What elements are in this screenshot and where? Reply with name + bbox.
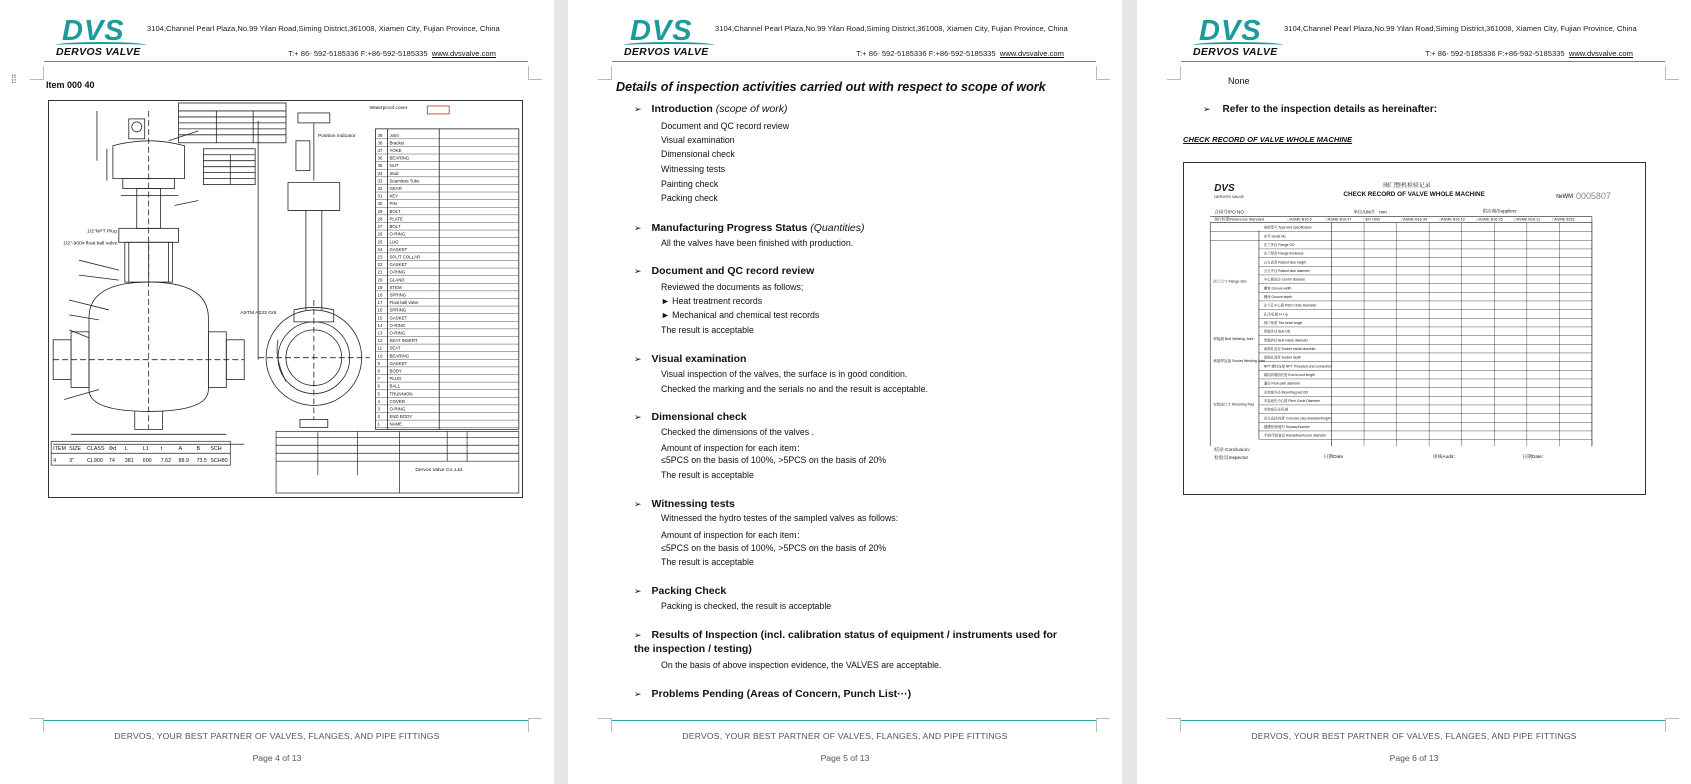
footer-rule xyxy=(1181,720,1665,721)
form-row-label: 法兰孔中心圆 Pitch Circle Diameter xyxy=(1263,303,1317,308)
dim-table-cell: 7.62 xyxy=(160,458,172,465)
header-rule xyxy=(44,61,528,62)
bullet-arrow-icon: ➢ xyxy=(1203,104,1211,114)
header-website[interactable]: www.dvsvalve.com xyxy=(999,49,1064,58)
dim-table-header: SIZE xyxy=(69,446,82,453)
part-name: SPLIT COLLAR xyxy=(389,254,421,260)
part-name: END BODY xyxy=(389,414,413,420)
header-website[interactable]: www.dvsvalve.com xyxy=(1568,49,1633,58)
header-address: 3104,Channel Pearl Plaza,No.99 Yilan Road,Siming District,361008, Xiamen City, Fujian Province, China xyxy=(715,24,1068,33)
part-number: 33 xyxy=(377,178,383,184)
part-number: 3 xyxy=(377,406,380,412)
part-name: GASKET xyxy=(389,246,408,252)
form-unit-label: 单位/UNIT: xyxy=(1353,209,1376,215)
section-line: Visual examination xyxy=(661,135,735,145)
header-contact xyxy=(1425,49,1633,58)
part-name: Stud xyxy=(389,170,399,176)
form-row-label: 孔径/孔数 H × φ xyxy=(1263,312,1288,317)
bullet-arrow-icon: ➢ xyxy=(634,586,642,596)
section-heading: ➢ Results of Inspection (incl. calibration status of equipment / instruments used for the inspection / testing) xyxy=(634,629,1058,655)
margin-corner xyxy=(598,66,612,80)
part-name: PLATE xyxy=(389,216,403,222)
form-logo-name: DERVOS VALVE xyxy=(1214,193,1245,199)
part-number: 23 xyxy=(377,254,383,260)
margin-corner xyxy=(528,718,542,732)
form-supplier-label: 供应商/Suppliers xyxy=(1482,208,1517,214)
form-title-cn: 阀门整机检验记录 xyxy=(1383,182,1431,189)
label-astm: ASTM A333 Gr6 xyxy=(240,310,277,316)
company-logo xyxy=(50,16,155,60)
part-name: LUG xyxy=(389,239,399,245)
form-po-label: 合同号/PO NO. xyxy=(1214,209,1246,215)
form-row-label: 承插孔深度 Socket depth xyxy=(1263,355,1302,360)
section-line: Checked the marking and the serials no and the result is acceptable. xyxy=(661,384,928,394)
dim-table-cell: 4 xyxy=(53,458,57,465)
form-row-label: 安装座孔径/孔数 xyxy=(1263,407,1289,412)
form-audit-label: 审核Audit： xyxy=(1432,455,1459,461)
document-page-6 xyxy=(1137,0,1691,784)
page-number: Page 4 of 13 xyxy=(252,753,302,763)
part-name: SPRING xyxy=(389,292,407,298)
form-group-label: 安装座尺寸 Mounting Pad xyxy=(1213,402,1255,407)
section-line: Reviewed the documents as follows; xyxy=(661,282,804,292)
part-name: BODY xyxy=(389,368,402,374)
record-title: CHECK RECORD OF VALVE WHOLE MACHINE xyxy=(1183,135,1353,144)
section-line: Painting check xyxy=(661,179,719,189)
bullet-arrow-icon: ➢ xyxy=(634,104,642,114)
section-line: ► Heat treatment records xyxy=(661,296,763,306)
part-number: 31 xyxy=(377,193,383,199)
part-number: 7 xyxy=(377,376,380,382)
part-name: SPRING xyxy=(389,307,407,313)
section-line: The result is acceptable xyxy=(661,470,754,480)
dim-table-header: CLASS xyxy=(87,446,105,453)
part-number: 30 xyxy=(377,201,383,207)
form-row-label: 法兰外径 Flange OD xyxy=(1263,242,1295,247)
part-name: BOLT xyxy=(389,208,401,214)
section-heading: ➢ Witnessing tests xyxy=(634,498,735,510)
section-heading: ➢ Document and QC record review xyxy=(634,265,815,277)
bullet-arrow-icon: ➢ xyxy=(634,223,642,233)
section-heading: ➢ Introduction (scope of work) xyxy=(634,103,788,115)
document-page-4 xyxy=(0,0,554,784)
part-name: O-RING xyxy=(389,322,406,328)
part-number: 39 xyxy=(377,132,383,138)
label-company: Dervos Valve Co.,Ltd. xyxy=(415,468,464,474)
part-number: 2 xyxy=(377,414,380,420)
form-row-label: 安装座孔中心圆 Pitch Circle Diameter xyxy=(1263,398,1320,403)
dim-table-header: A xyxy=(178,446,183,453)
dim-table-cell: SCH80 xyxy=(210,458,228,465)
part-number: 8 xyxy=(377,368,380,374)
company-logo xyxy=(1187,16,1292,60)
form-title-en: CHECK RECORD OF VALVE WHOLE MACHINE xyxy=(1343,190,1485,198)
part-name: NUT xyxy=(389,163,399,169)
label-npt-plug: 1/2"NPT Plug xyxy=(87,229,117,235)
part-number: 37 xyxy=(377,148,383,154)
section-heading: ➢ Manufacturing Progress Status (Quantities) xyxy=(634,222,865,234)
dim-table-cell: 88.9 xyxy=(178,458,189,465)
part-name: PIN xyxy=(389,201,397,207)
form-row-label: 凸台高度 Raised face height xyxy=(1263,260,1307,265)
logo-mark: DVS xyxy=(1199,15,1262,47)
part-name: SEAT xyxy=(389,345,401,351)
part-number: 38 xyxy=(377,140,383,146)
form-row-label: 坡口角度 The bevel angle xyxy=(1263,320,1303,325)
page-number: Page 5 of 13 xyxy=(820,753,870,763)
section-line: ≤5PCS on the basis of 100%, >5PCS on the basis of 20% xyxy=(661,543,887,553)
section-line: Amount of inspection for each item： xyxy=(661,530,806,540)
form-row-label: NPT 螺纹连接 NPT Threaded and connection xyxy=(1263,364,1332,369)
part-number: 16 xyxy=(377,307,383,313)
form-standard-option: □ASME B16.11 xyxy=(1514,217,1541,222)
margin-corner xyxy=(598,718,612,732)
bullet-arrow-icon: ➢ xyxy=(634,630,642,640)
margin-corner xyxy=(528,66,542,80)
part-number: 14 xyxy=(377,322,383,328)
part-name: TRUNNION xyxy=(389,391,413,397)
form-row-label: 序号 Serial No. xyxy=(1263,234,1287,239)
part-name: GASKET xyxy=(389,360,408,366)
drag-handle-icon[interactable]: ⁞⁞ xyxy=(11,72,16,86)
margin-corner xyxy=(1665,66,1679,80)
section-title: Details of inspection activities carried out with respect to scope of work xyxy=(616,80,1046,94)
part-name: PLUG xyxy=(389,376,402,382)
footer-tagline: DERVOS, YOUR BEST PARTNER OF VALVES, FLANGES, AND PIPE FITTINGS xyxy=(1251,731,1577,741)
form-row-label: 槽宽 Groove width xyxy=(1263,286,1292,291)
part-number: 15 xyxy=(377,315,383,321)
form-standard-option: □ASME B16.5 xyxy=(1287,217,1312,222)
refer-heading: ➢ Refer to the inspection details as hereinafter: xyxy=(1203,104,1438,115)
part-name: O-RING xyxy=(389,406,406,412)
part-name: GLAND xyxy=(389,277,405,283)
bullet-arrow-icon: ➢ xyxy=(634,689,642,699)
form-row-label: 承插孔直径 Socket inside diameter xyxy=(1263,346,1316,351)
section-line: The result is acceptable xyxy=(661,557,754,567)
section-line: The result is acceptable xyxy=(661,325,754,335)
form-row-label: 焊端外径 Butt OD xyxy=(1263,329,1291,334)
part-name: KEY xyxy=(389,193,399,199)
form-row-label: 端面到端面长度 End-to-end length xyxy=(1263,372,1316,377)
part-number: 12 xyxy=(377,338,383,344)
part-number: 11 xyxy=(377,345,383,351)
footer-rule xyxy=(612,720,1096,721)
section-line: On the basis of above inspection evidence, the VALVES are acceptable. xyxy=(661,660,942,670)
dim-table-header: t xyxy=(160,446,163,453)
part-number: 10 xyxy=(377,353,383,359)
footer-rule xyxy=(44,720,528,721)
form-row-label: 安装座外径 Mounting pad OD xyxy=(1263,390,1308,395)
header-rule xyxy=(612,61,1096,62)
margin-corner xyxy=(1096,66,1110,80)
dim-table-header: L1 xyxy=(142,446,149,453)
part-name: SEAT INSERT xyxy=(389,338,418,344)
part-number: 36 xyxy=(377,155,383,161)
part-name: BEARING xyxy=(389,353,410,359)
part-name: Float ball valve xyxy=(389,300,419,306)
dim-table-header: ITEM xyxy=(53,446,66,453)
dim-table-cell: 73.5 xyxy=(196,458,207,465)
section-line: Document and QC record review xyxy=(661,121,790,131)
part-name: BOLT xyxy=(389,224,401,230)
dim-table-header: B xyxy=(196,446,201,453)
form-serial-label: №WM xyxy=(1556,193,1574,200)
form-standard-option: □ASME B16.25 xyxy=(1476,217,1503,222)
form-row-label: 凸台外径 Raised face diameter xyxy=(1263,268,1311,273)
part-number: 21 xyxy=(377,269,383,275)
margin-corner xyxy=(30,66,44,80)
section-line: Amount of inspection for each item： xyxy=(661,443,806,453)
form-logo: DVS xyxy=(1214,182,1235,194)
header-website[interactable]: www.dvsvalve.com xyxy=(431,49,496,58)
section-line: Witnessing tests xyxy=(661,164,726,174)
form-standard-option: □ASME 5253 xyxy=(1552,217,1575,222)
section-line: Packing is checked, the result is acceptable xyxy=(661,601,832,611)
dim-table-header: SCH xyxy=(210,446,222,453)
logo-mark: DVS xyxy=(62,15,125,47)
section-heading: ➢ Problems Pending (Areas of Concern, Punch List···) xyxy=(634,688,912,700)
label-waterproof-cover: Waterproof cover xyxy=(369,105,408,111)
dim-table-cell: 381 xyxy=(124,458,134,465)
part-name: O-RING xyxy=(389,269,406,275)
section-heading: ➢ Visual examination xyxy=(634,353,747,365)
part-number: 29 xyxy=(377,208,383,214)
form-conclusion-label: 结论 Conclusion： xyxy=(1214,448,1254,454)
logo-mark: DVS xyxy=(630,15,693,47)
part-number: 20 xyxy=(377,277,383,283)
part-number: 32 xyxy=(377,186,383,192)
dim-table-header: Φd xyxy=(108,446,117,453)
part-number: 35 xyxy=(377,163,383,169)
section-heading: ➢ Packing Check xyxy=(634,585,727,597)
part-number: 4 xyxy=(377,398,380,404)
problems-none-text: None xyxy=(1228,76,1250,86)
part-name: Seamless Tube xyxy=(389,178,420,184)
valve-drawing xyxy=(48,100,523,498)
dim-table-cell: 600 xyxy=(142,458,152,465)
part-number: 18 xyxy=(377,292,383,298)
header-rule xyxy=(1181,61,1665,62)
part-name: O-RING xyxy=(389,231,406,237)
part-number: 1 xyxy=(377,421,380,427)
form-group-label: 焊接端 Butt Welding Joint xyxy=(1213,336,1254,341)
part-number: 24 xyxy=(377,246,383,252)
part-number: 26 xyxy=(377,231,383,237)
form-date-label: 日期Date xyxy=(1323,455,1344,461)
logo-name: DERVOS VALVE xyxy=(1193,46,1278,58)
part-name: BALL xyxy=(389,383,401,389)
part-number: 25 xyxy=(377,239,383,245)
dim-table-cell: 74 xyxy=(108,458,115,465)
part-name: STEM xyxy=(389,284,402,290)
logo-name: DERVOS VALVE xyxy=(56,46,141,58)
form-row-label: 槽深 Groove depth xyxy=(1263,294,1292,299)
form-row-label: 通径 Flow path diameter xyxy=(1263,381,1301,386)
footer-tagline: DERVOS, YOUR BEST PARTNER OF VALVES, FLANGES, AND PIPE FITTINGS xyxy=(682,731,1008,741)
header-contact xyxy=(856,49,1064,58)
part-name: COVER xyxy=(389,398,405,404)
margin-corner xyxy=(1167,66,1181,80)
part-number: 27 xyxy=(377,224,383,230)
part-name: GASKET xyxy=(389,315,408,321)
part-number: 13 xyxy=(377,330,383,336)
part-number: 19 xyxy=(377,284,383,290)
footer-tagline: DERVOS, YOUR BEST PARTNER OF VALVES, FLANGES, AND PIPE FITTINGS xyxy=(114,731,440,741)
form-date2-label: 日期Date： xyxy=(1522,455,1547,461)
company-logo xyxy=(618,16,723,60)
form-standard-option: □ASME B16.34 xyxy=(1401,217,1428,222)
form-standard-option: □ASME B16.47 xyxy=(1325,217,1352,222)
header-address: 3104,Channel Pearl Plaza,No.99 Yilan Road,Siming District,361008, Xiamen City, Fujian Province, China xyxy=(147,24,500,33)
form-row-label: 规格型号 Type and specification xyxy=(1263,225,1312,230)
dim-table-cell: CL900 xyxy=(87,458,103,465)
page-number: Page 6 of 13 xyxy=(1389,753,1439,763)
section-line: ► Mechanical and chemical test records xyxy=(661,310,820,320)
form-group-label: 法兰尺寸 Flange size xyxy=(1213,279,1247,284)
part-name: YOKE xyxy=(389,148,402,154)
margin-corner xyxy=(1167,718,1181,732)
form-unit-value: mm xyxy=(1379,209,1387,215)
margin-corner xyxy=(30,718,44,732)
form-serial: 0005807 xyxy=(1576,190,1611,201)
item-title: Item 000 40 xyxy=(46,80,95,90)
margin-corner xyxy=(1096,718,1110,732)
document-page-5 xyxy=(568,0,1122,784)
bullet-arrow-icon: ➢ xyxy=(634,412,642,422)
section-line: All the valves have been finished with production. xyxy=(661,238,854,248)
form-standard-option: □EN 1092 xyxy=(1363,217,1381,222)
form-row-label: 法兰厚度 Flange thickness xyxy=(1263,251,1304,256)
part-number: 22 xyxy=(377,262,383,268)
form-row-label: 凹台直径/深度 Concave step diameter/height xyxy=(1263,416,1331,421)
form-row-label: 手柄/手轮直径 Handwheel/Lever diameter xyxy=(1263,433,1327,438)
part-name: Joint xyxy=(389,132,399,138)
part-name: GASKET xyxy=(389,262,408,268)
header-phone: T:+ 86- 592-5185336 F:+86-592-5185335 xyxy=(288,49,428,58)
part-number: 17 xyxy=(377,300,383,306)
section-line: Visual inspection of the valves, the surface is in good condition. xyxy=(661,369,908,379)
part-number: 5 xyxy=(377,391,380,397)
section-heading: ➢ Dimensional check xyxy=(634,411,747,423)
logo-name: DERVOS VALVE xyxy=(624,46,709,58)
section-line: ≤5PCS on the basis of 100%, >5PCS on the basis of 20% xyxy=(661,455,887,465)
form-standard-label: 执行标准/Reference Standard xyxy=(1214,217,1265,222)
section-line: Packing check xyxy=(661,193,718,203)
part-number: 28 xyxy=(377,216,383,222)
form-row-label: 中心圆直径 Centre distance xyxy=(1263,277,1306,282)
header-address: 3104,Channel Pearl Plaza,No.99 Yilan Road,Siming District,361008, Xiamen City, Fujian Province, China xyxy=(1284,24,1637,33)
section-line: Dimensional check xyxy=(661,149,735,159)
part-name: NAME xyxy=(389,421,403,427)
bullet-arrow-icon: ➢ xyxy=(634,266,642,276)
part-name: GEAR xyxy=(389,186,402,192)
margin-corner xyxy=(1665,718,1679,732)
section-line: Witnessed the hydro testes of the sampled valves as follows: xyxy=(661,513,899,523)
dim-table-cell: 3" xyxy=(69,458,74,465)
bullet-arrow-icon: ➢ xyxy=(634,354,642,364)
form-standard-option: □ASME B16.10 xyxy=(1438,217,1465,222)
part-name: BEARING xyxy=(389,155,410,161)
part-name: O-RING xyxy=(389,330,406,336)
part-name: Bracket xyxy=(389,140,405,146)
bullet-arrow-icon: ➢ xyxy=(634,499,642,509)
header-contact xyxy=(288,49,496,58)
part-number: 34 xyxy=(377,170,383,176)
form-inspector-label: 检验员Inspector xyxy=(1214,456,1249,462)
label-float-ball-valve: 1/2"-900# float ball valve xyxy=(63,241,118,247)
form-group-label: 承插焊连接 Socket Welding Joint xyxy=(1213,358,1266,363)
part-number: 9 xyxy=(377,360,380,366)
section-line: Checked the dimensions of the valves . xyxy=(661,427,815,437)
form-row-label: 焊端内径 Butt inside diameter xyxy=(1263,338,1308,343)
header-phone: T:+ 86- 592-5185336 F:+86-592-5185335 xyxy=(856,49,996,58)
label-position-indicator: Position indicator xyxy=(317,133,356,139)
dim-table-header: L xyxy=(124,446,128,453)
form-row-label: 键槽宽度/键号 Keyway/number xyxy=(1263,424,1311,429)
part-number: 6 xyxy=(377,383,380,389)
check-record-form xyxy=(1183,162,1646,495)
header-phone: T:+ 86- 592-5185336 F:+86-592-5185335 xyxy=(1425,49,1565,58)
